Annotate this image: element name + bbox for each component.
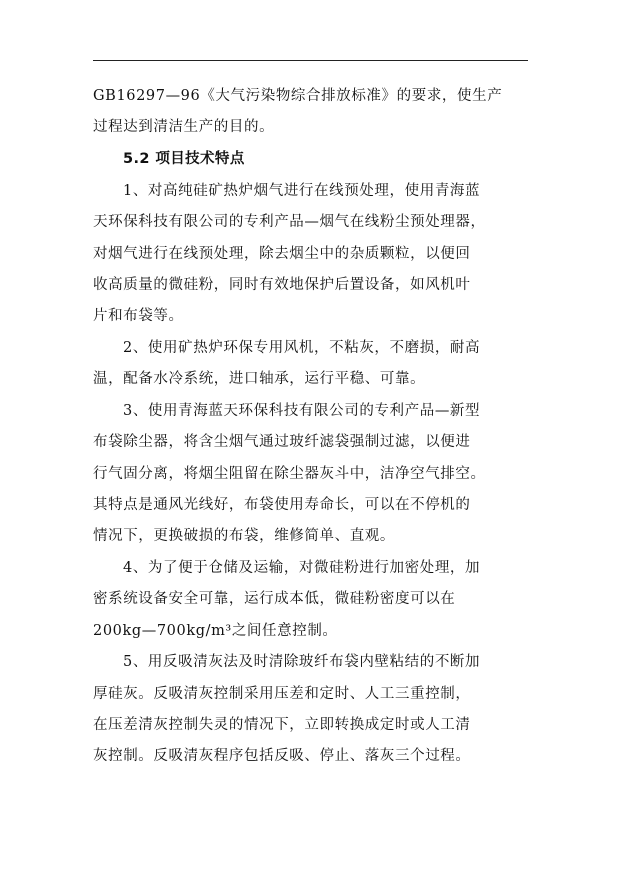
text-line: 2、使用矿热炉环保专用风机，不粘灰，不磨损，耐高 — [123, 340, 481, 356]
text-line: 对烟气进行在线预处理，除去烟尘中的杂质颗粒，以便回 — [93, 246, 471, 262]
text-line: 5、用反吸清灰法及时清除玻纤布袋内壁粘结的不断加 — [123, 654, 481, 670]
text-line: 情况下，更换破损的布袋，维修简单、直观。 — [93, 528, 395, 544]
text-line: 灰控制。反吸清灰程序包括反吸、停止、落灰三个过程。 — [93, 748, 471, 764]
text-line: 密系统设备安全可靠，运行成本低，微硅粉密度可以在 — [93, 591, 456, 607]
text-line: 布袋除尘器，将含尘烟气通过玻纤滤袋强制过滤，以便进 — [93, 434, 471, 450]
text-line: 厚硅灰。反吸清灰控制采用压差和定时、人工三重控制， — [93, 686, 471, 702]
text-line: 其特点是通风光线好，布袋使用寿命长，可以在不停机的 — [93, 497, 471, 513]
text-line: 过程达到清洁生产的目的。 — [93, 119, 275, 135]
text-line: GB16297—96《大气污染物综合排放标准》的要求，使生产 — [93, 88, 503, 104]
text-line: 收高质量的微硅粉，同时有效地保护后置设备，如风机叶 — [93, 277, 471, 293]
text-line: 4、为了便于仓储及运输，对微硅粉进行加密处理，加 — [123, 560, 481, 576]
text-line: 温，配备水冷系统，进口轴承，运行平稳、可靠。 — [93, 371, 426, 387]
text-line: 200kg—700kg/m³之间任意控制。 — [93, 623, 338, 639]
text-line: 片和布袋等。 — [93, 308, 184, 324]
text-line: 行气固分离，将烟尘阻留在除尘器灰斗中，洁净空气排空。 — [93, 466, 486, 482]
header-rule — [93, 60, 528, 61]
text-line: 3、使用青海蓝天环保科技有限公司的专利产品—新型 — [123, 403, 481, 419]
text-line: 在压差清灰控制失灵的情况下，立即转换成定时或人工清 — [93, 717, 471, 733]
text-line: 天环保科技有限公司的专利产品—烟气在线粉尘预处理器， — [93, 214, 486, 230]
text-line: 1、对高纯硅矿热炉烟气进行在线预处理，使用青海蓝 — [123, 183, 481, 199]
section-heading: 5.2 项目技术特点 — [123, 151, 245, 167]
